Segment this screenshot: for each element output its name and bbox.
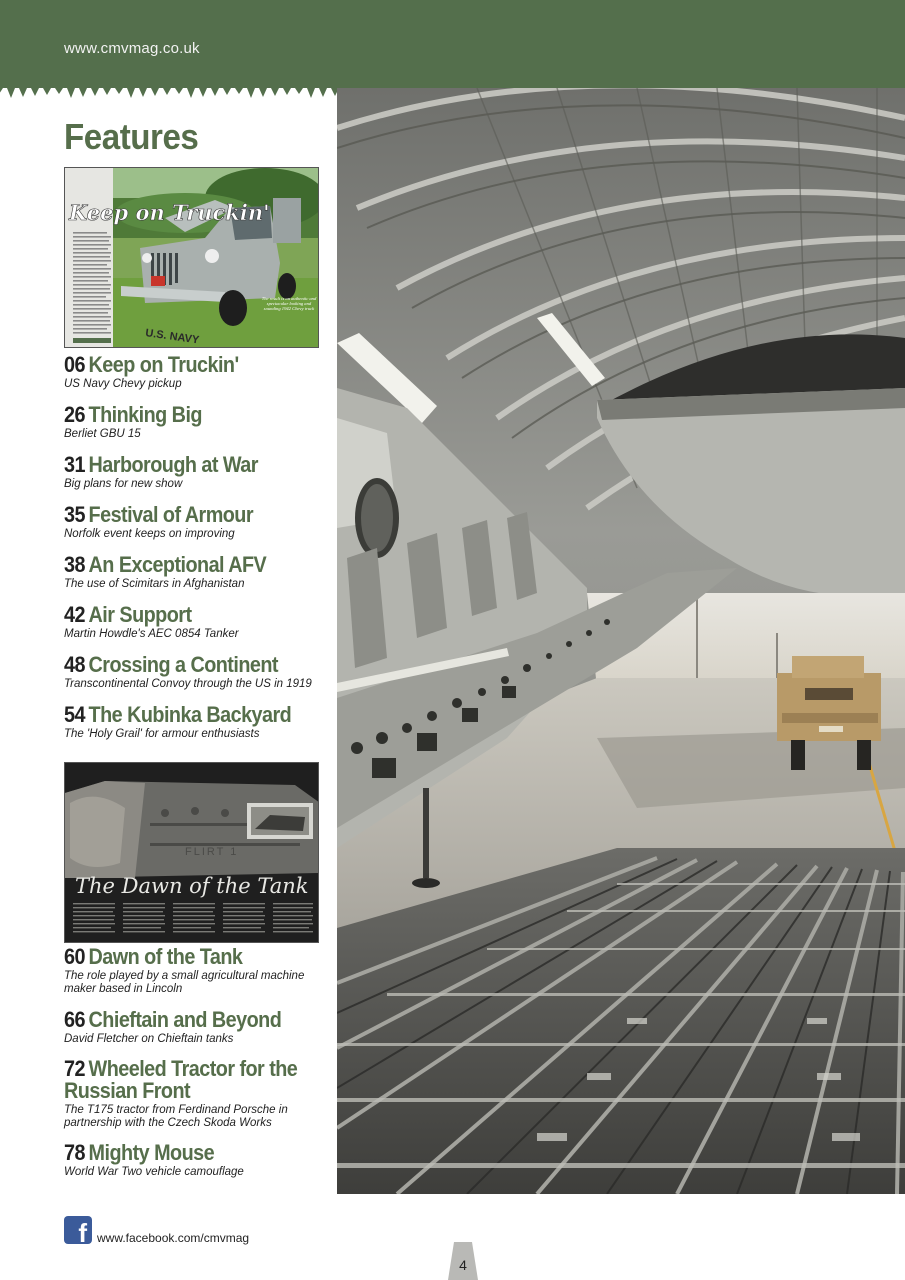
feature-entry-the-kubinka-backyard[interactable] xyxy=(64,704,329,741)
feature-entry-page-number: 66 xyxy=(64,1007,85,1032)
feature-entry-page-number: 31 xyxy=(64,452,85,477)
feature-entry-subtitle: The 'Holy Grail' for armour enthusiasts xyxy=(64,728,260,740)
feature-entry-dawn-of-the-tank[interactable] xyxy=(64,946,329,995)
feature-entry-title-text: Dawn of the Tank xyxy=(88,944,243,969)
feature-entry-page-number: 72 xyxy=(64,1056,85,1081)
feature-entry-wheeled-tractor[interactable] xyxy=(64,1058,329,1129)
feature-entry-chieftain-and-beyond[interactable] xyxy=(64,1009,329,1046)
feature-entry-title xyxy=(64,554,303,576)
feature-entry-title xyxy=(64,404,303,426)
feature-entry-title-text: Mighty Mouse xyxy=(88,1140,215,1165)
feature-entry-title xyxy=(64,1142,303,1164)
feature-entry-title-text: Wheeled Tractor for the Russian Front xyxy=(64,1056,298,1103)
feature-entry-subtitle: US Navy Chevy pickup xyxy=(64,378,182,390)
cargo-hold-photo xyxy=(337,88,905,1194)
feature-entry-harborough-at-war[interactable] xyxy=(64,454,329,491)
feature-entry-title-text: Crossing a Continent xyxy=(88,652,278,677)
tank-spread-image xyxy=(65,763,319,943)
feature-entry-subtitle: Transcontinental Convoy through the US in 1919 xyxy=(64,678,312,690)
feature-entry-mighty-mouse[interactable] xyxy=(64,1142,329,1179)
feature-thumbnail-dawn-of-the-tank[interactable] xyxy=(64,762,319,943)
feature-entry-keep-on-truckin[interactable] xyxy=(64,354,329,391)
feature-entry-page-number: 38 xyxy=(64,552,85,577)
thumbnail-caption-truck: The result is an authentic and spectacular looking and sounding 1942 Chevy truck xyxy=(261,296,317,311)
feature-entry-title-text: Festival of Armour xyxy=(88,502,254,527)
feature-entry-title-text: Air Support xyxy=(88,602,192,627)
feature-entry-page-number: 54 xyxy=(64,702,85,727)
facebook-url[interactable]: www.facebook.com/cmvmag xyxy=(97,1231,250,1245)
feature-entry-an-exceptional-afv[interactable] xyxy=(64,554,329,591)
feature-entry-page-number: 48 xyxy=(64,652,85,677)
feature-entry-thinking-big[interactable] xyxy=(64,404,329,441)
feature-entry-page-number: 35 xyxy=(64,502,85,527)
truck-plate-text: U.S. NAVY xyxy=(144,327,200,347)
tank-marking-text: FLIRT 1 xyxy=(185,846,239,858)
page-number: 4 xyxy=(459,1257,467,1273)
section-title: Features xyxy=(64,116,199,157)
feature-entry-page-number: 06 xyxy=(64,352,85,377)
feature-entry-title xyxy=(64,704,303,726)
feature-entry-title xyxy=(64,654,303,676)
cargo-hold-illustration xyxy=(337,88,905,1194)
feature-entry-subtitle: World War Two vehicle camouflage xyxy=(64,1166,244,1178)
feature-entry-title xyxy=(64,946,303,968)
feature-entry-title-text: Keep on Truckin' xyxy=(88,352,239,377)
thumbnail-headline-tank: The Dawn of the Tank xyxy=(75,874,309,898)
feature-entry-title-text: Chieftain and Beyond xyxy=(88,1007,282,1032)
feature-entry-subtitle: Berliet GBU 15 xyxy=(64,428,141,440)
feature-entry-subtitle: Martin Howdle's AEC 0854 Tanker xyxy=(64,628,239,640)
header-band xyxy=(0,0,905,88)
feature-entry-subtitle: David Fletcher on Chieftain tanks xyxy=(64,1033,234,1045)
feature-entry-title-text: An Exceptional AFV xyxy=(88,552,267,577)
feature-entry-page-number: 78 xyxy=(64,1140,85,1165)
thumbnail-headline-truck: Keep on Truckin' xyxy=(69,200,270,225)
feature-entry-air-support[interactable] xyxy=(64,604,329,641)
feature-entry-page-number: 42 xyxy=(64,602,85,627)
feature-entry-title xyxy=(64,454,303,476)
feature-entry-title xyxy=(64,354,303,376)
feature-entry-title xyxy=(64,604,303,626)
feature-entry-title xyxy=(64,1009,303,1031)
feature-entry-festival-of-armour[interactable] xyxy=(64,504,329,541)
feature-entry-title xyxy=(64,504,303,526)
feature-entry-subtitle: Big plans for new show xyxy=(64,478,183,490)
feature-entry-crossing-a-continent[interactable] xyxy=(64,654,329,691)
feature-entry-page-number: 26 xyxy=(64,402,85,427)
header-url[interactable]: www.cmvmag.co.uk xyxy=(64,40,200,57)
feature-entry-subtitle: The T175 tractor from Ferdinand Porsche in partnership with the Czech Skoda Works xyxy=(64,1104,288,1129)
feature-entry-title-text: Harborough at War xyxy=(88,452,258,477)
feature-entry-page-number: 60 xyxy=(64,944,85,969)
feature-entry-title-text: Thinking Big xyxy=(88,402,202,427)
feature-entry-title xyxy=(64,1058,325,1102)
truck-spread-image xyxy=(65,168,319,348)
feature-entry-subtitle: Norfolk event keeps on improving xyxy=(64,528,235,540)
facebook-icon[interactable]: f xyxy=(64,1216,92,1244)
feature-entry-title-text: The Kubinka Backyard xyxy=(88,702,292,727)
feature-entry-subtitle: The use of Scimitars in Afghanistan xyxy=(64,578,245,590)
feature-thumbnail-keep-on-truckin[interactable] xyxy=(64,167,319,348)
feature-entry-subtitle: The role played by a small agricultural machine maker based in Lincoln xyxy=(64,970,305,995)
